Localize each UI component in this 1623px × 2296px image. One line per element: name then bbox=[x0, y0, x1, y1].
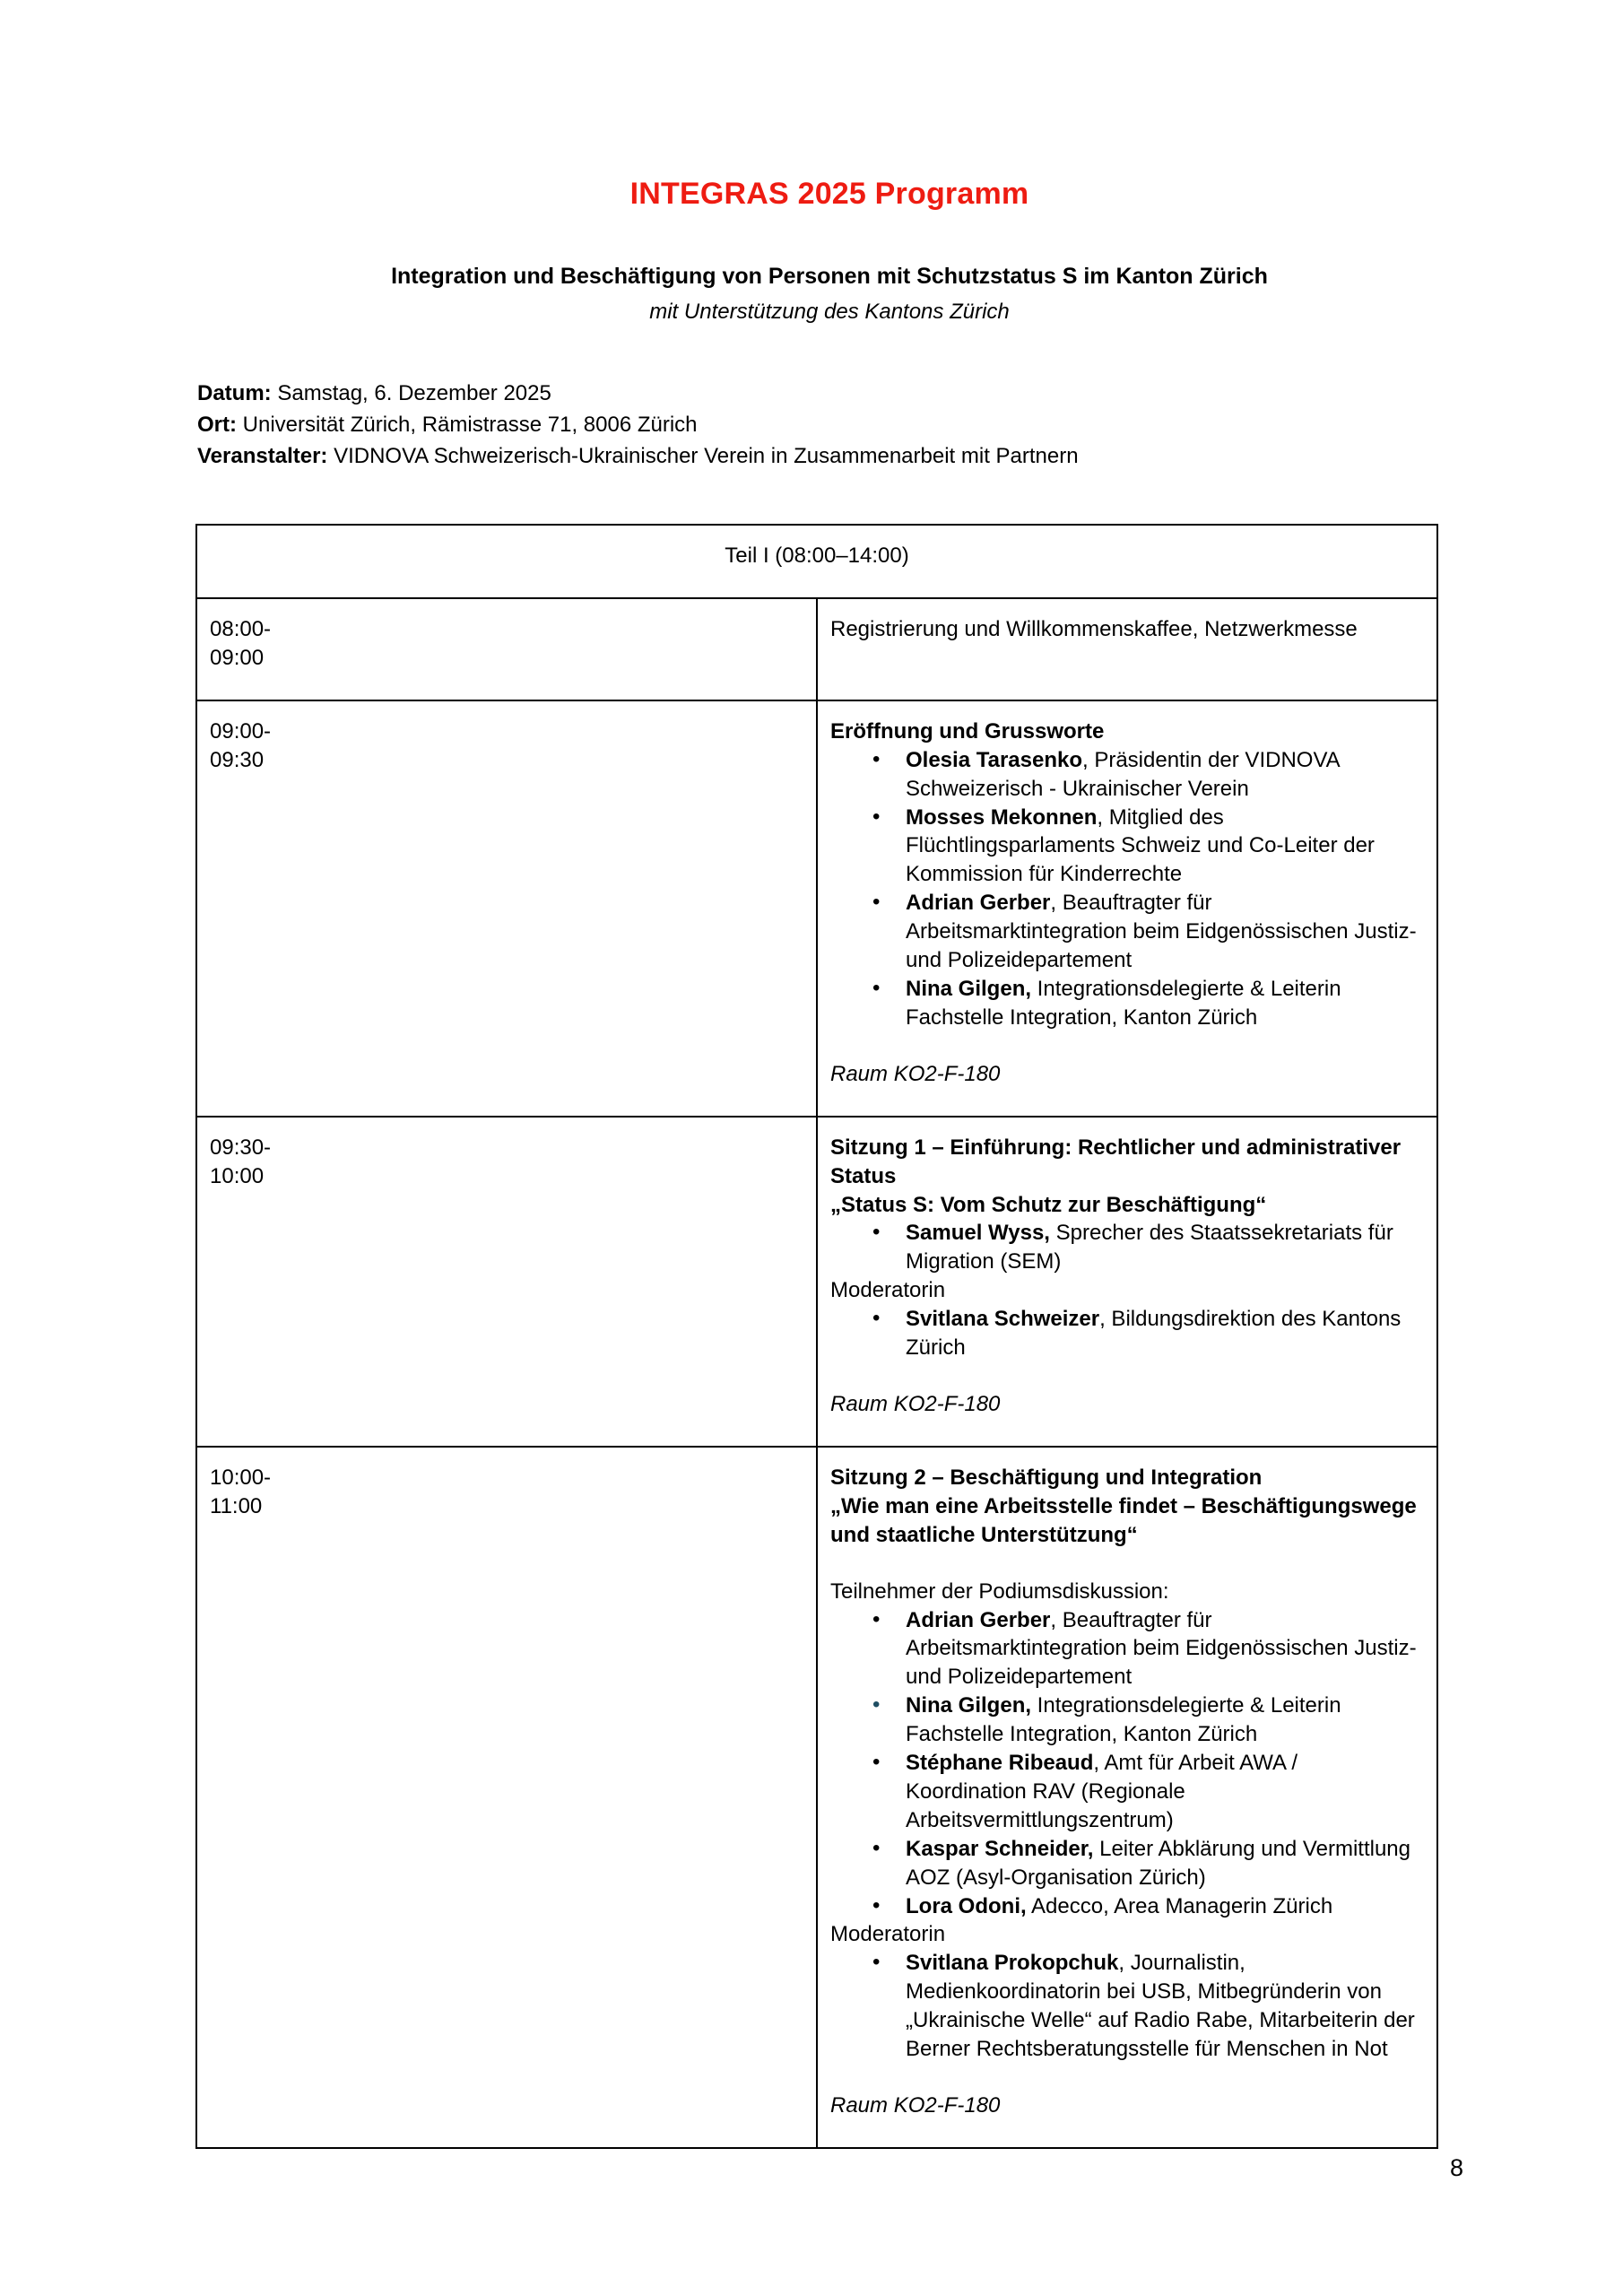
person-name: Adrian Gerber bbox=[906, 1607, 1051, 1632]
panelist-list bbox=[830, 1606, 1424, 1921]
person-name: Kaspar Schneider, bbox=[906, 1836, 1094, 1861]
spacer bbox=[830, 2064, 1424, 2092]
table-row bbox=[196, 700, 1437, 1117]
table-row bbox=[196, 1447, 1437, 2148]
time-start: 09:00- bbox=[210, 718, 272, 744]
page-title: INTEGRAS 2025 Programm bbox=[629, 177, 1029, 211]
session-title-line1: Sitzung 1 – Einführung: Rechtlicher und administrativer Status bbox=[830, 1135, 1402, 1188]
list-item bbox=[830, 975, 1424, 1032]
speaker-list bbox=[830, 746, 1424, 1032]
schedule-table bbox=[195, 524, 1438, 2149]
session-cell bbox=[817, 700, 1437, 1117]
person-name: Svitlana Schweizer bbox=[906, 1307, 1100, 1332]
person-name: Mosses Mekonnen bbox=[906, 804, 1098, 830]
page-number: 8 bbox=[1449, 2154, 1463, 2181]
meta-row-datum bbox=[197, 378, 1463, 409]
list-item bbox=[830, 1305, 1424, 1362]
person-name: Samuel Wyss, bbox=[906, 1221, 1050, 1246]
table-row bbox=[196, 1117, 1437, 1447]
time-cell bbox=[196, 1117, 817, 1447]
speaker-list bbox=[830, 1219, 1424, 1276]
session-title: Registrierung und Willkommenskaffee, Netzwerkmesse bbox=[830, 617, 1358, 642]
document-subtitle: Integration und Beschäftigung von Personen mit Schutzstatus S im Kanton Zürich bbox=[391, 263, 1268, 289]
person-role: Leiter Abklärung und Vermittlung AOZ (Asyl-Organisation Zürich) bbox=[906, 1836, 1410, 1890]
meta-row-ort bbox=[197, 409, 1463, 440]
time-start: 10:00- bbox=[210, 1465, 272, 1490]
moderator-list bbox=[830, 1305, 1424, 1362]
table-row bbox=[196, 598, 1437, 700]
meta-row-veranstalter bbox=[197, 440, 1463, 472]
moderator-label: Moderatorin bbox=[830, 1922, 946, 1947]
table-row-part-header bbox=[196, 525, 1437, 598]
room-label: Raum KO2-F-180 bbox=[830, 1391, 1001, 1416]
session-cell bbox=[817, 598, 1437, 700]
moderator-list bbox=[830, 1949, 1424, 2064]
spacer bbox=[830, 1032, 1424, 1060]
person-name: Svitlana Prokopchuk bbox=[906, 1951, 1119, 1976]
list-item bbox=[830, 1692, 1424, 1749]
person-role: Adecco, Area Managerin Zürich bbox=[1026, 1893, 1333, 1918]
list-item bbox=[830, 889, 1424, 975]
meta-value-ort: Universität Zürich, Rämistrasse 71, 8006 Zürich bbox=[237, 413, 698, 438]
person-name: Olesia Tarasenko bbox=[906, 747, 1082, 772]
meta-label-ort: Ort: bbox=[197, 413, 237, 438]
time-cell bbox=[196, 1447, 817, 2148]
session-cell bbox=[817, 1447, 1437, 2148]
part-header-cell: Teil I (08:00–14:00) bbox=[196, 525, 1437, 598]
meta-value-veranstalter: VIDNOVA Schweizerisch-Ukrainischer Verein in Zusammenarbeit mit Partnern bbox=[327, 444, 1079, 469]
document-subtitle-italic: mit Unterstützung des Kantons Zürich bbox=[649, 300, 1010, 325]
room-label: Raum KO2-F-180 bbox=[830, 2093, 1001, 2118]
list-item bbox=[830, 1606, 1424, 1692]
person-name: Adrian Gerber bbox=[906, 891, 1051, 916]
person-role: , Bildungsdirektion des Kantons Zürich bbox=[906, 1307, 1402, 1361]
person-role: , Amt für Arbeit AWA / Koordination RAV (Regionale Arbeitsvermittlungszentrum) bbox=[906, 1751, 1298, 1832]
time-end: 09:00 bbox=[210, 645, 265, 670]
session-title-line2: „Status S: Vom Schutz zur Beschäftigung“ bbox=[830, 1192, 1267, 1217]
moderator-label: Moderatorin bbox=[830, 1278, 946, 1303]
spacer bbox=[830, 1362, 1424, 1390]
meta-label-datum: Datum: bbox=[197, 381, 272, 406]
person-role: , Mitglied des Flüchtlingsparlaments Schweiz und Co-Leiter der Kommission für Kinderrechte bbox=[906, 804, 1375, 887]
list-item bbox=[830, 746, 1424, 804]
person-role: Integrationsdelegierte & Leiterin Fachstelle Integration, Kanton Zürich bbox=[906, 977, 1341, 1030]
meta-label-veranstalter: Veranstalter: bbox=[197, 444, 328, 469]
person-role: Integrationsdelegierte & Leiterin Fachstelle Integration, Kanton Zürich bbox=[906, 1693, 1341, 1747]
spacer bbox=[830, 1550, 1424, 1578]
person-role: , Beauftragter für Arbeitsmarktintegration beim Eidgenössischen Justiz- und Polizeidepartement bbox=[906, 1607, 1417, 1690]
person-name: Nina Gilgen, bbox=[906, 1693, 1032, 1718]
person-role: , Präsidentin der VIDNOVA Schweizerisch - Ukrainischer Verein bbox=[906, 747, 1340, 801]
person-role: , Beauftragter für Arbeitsmarktintegration beim Eidgenössischen Justiz- und Polizeidepartement bbox=[906, 891, 1417, 973]
event-metadata bbox=[195, 378, 1463, 472]
time-cell bbox=[196, 598, 817, 700]
room-label: Raum KO2-F-180 bbox=[830, 1061, 1001, 1086]
time-start: 08:00- bbox=[210, 617, 272, 642]
session-cell bbox=[817, 1117, 1437, 1447]
time-start: 09:30- bbox=[210, 1135, 272, 1160]
list-item bbox=[830, 1749, 1424, 1835]
time-end: 10:00 bbox=[210, 1163, 265, 1188]
meta-value-datum: Samstag, 6. Dezember 2025 bbox=[271, 381, 551, 406]
time-end: 09:30 bbox=[210, 747, 265, 772]
time-cell bbox=[196, 700, 817, 1117]
person-name: Nina Gilgen, bbox=[906, 977, 1032, 1002]
list-item bbox=[830, 804, 1424, 890]
person-role: Sprecher des Staatssekretariats für Migration (SEM) bbox=[906, 1221, 1393, 1274]
list-item bbox=[830, 1892, 1424, 1921]
person-name: Stéphane Ribeaud bbox=[906, 1751, 1094, 1776]
session-title: Eröffnung und Grussworte bbox=[830, 718, 1105, 744]
person-role: , Journalistin, Medienkoordinatorin bei USB, Mitbegründerin von „Ukrainische Welle“ auf Radio Rabe, Mitarbeiterin der Berner Rechtsberatungsstelle für Menschen in Not bbox=[906, 1951, 1415, 2062]
list-item bbox=[830, 1835, 1424, 1892]
list-item bbox=[830, 1219, 1424, 1276]
session-title-line1: Sitzung 2 – Beschäftigung und Integration bbox=[830, 1465, 1263, 1490]
list-item bbox=[830, 1949, 1424, 2064]
time-end: 11:00 bbox=[210, 1493, 263, 1518]
person-name: Lora Odoni, bbox=[906, 1893, 1027, 1918]
session-title-line2: „Wie man eine Arbeitsstelle findet – Beschäftigungswege und staatliche Unterstützung“ bbox=[830, 1493, 1417, 1547]
panel-label: Teilnehmer der Podiumsdiskussion: bbox=[830, 1578, 1169, 1604]
